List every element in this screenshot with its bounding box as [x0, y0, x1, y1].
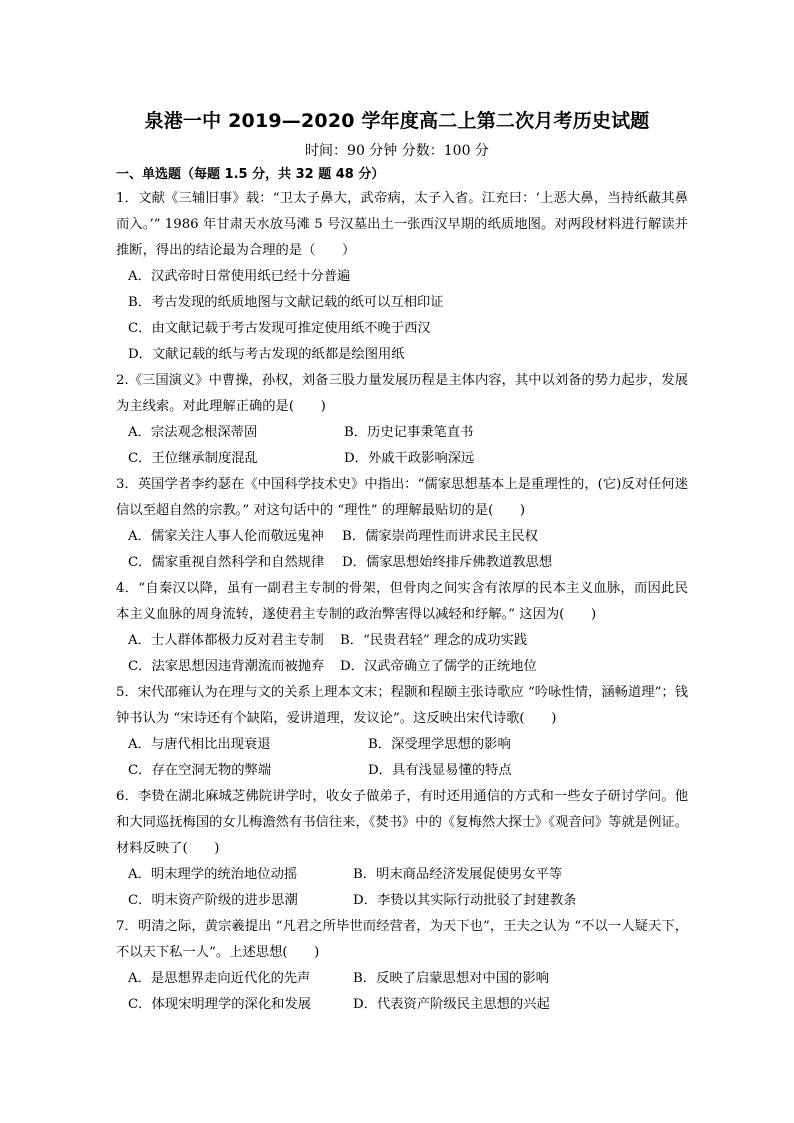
option-row	[116, 550, 688, 576]
exam-time-score: 时间：90 分钟 分数：100 分	[305, 143, 489, 159]
option-c: C．存在空洞无物的弊端	[128, 763, 272, 778]
question-stem: 6．李贽在湖北麻城芝佛院讲学时，收女子做弟子，有时还用通信的方式和一些女子研讨学问。他和大同巡抚梅国的女儿梅澹然有书信往来，《焚书》中的《复梅然大探士》《观音问》等就是例证。材料反映了( )	[116, 789, 688, 856]
option-row	[116, 888, 688, 914]
question-2	[116, 368, 688, 472]
option-c: C．明末资产阶级的进步思潮	[128, 893, 298, 908]
option-b: B．深受理学思想的影响	[368, 737, 511, 752]
option-b: B．考古发现的纸质地图与文献记载的纸可以互相印证	[128, 295, 444, 310]
question-stem: 7．明清之际，黄宗羲提出 “凡君之所毕世而经营者，为天下也”，王夫之认为 “不以一人疑天下，不以天下私一人”。上述思想( )	[116, 919, 688, 960]
option-row	[116, 732, 688, 758]
option-row	[116, 628, 688, 654]
option-c: C．由文献记载于考古发现可推定使用纸不晚于西汉	[128, 321, 431, 336]
question-4	[116, 576, 688, 680]
question-stem: 3．英国学者李约瑟在《中国科学技术史》中指出：“儒家思想基本上是重理性的，(它)反对任何迷信以至超自然的宗教。” 对这句话中的 “理性” 的理解最贴切的是( )	[116, 477, 688, 518]
option-a: A．是思想界走向近代化的先声	[128, 971, 311, 986]
option-d: D．外戚干政影响深远	[344, 451, 475, 466]
exam-title: 泉港一中 2019—2020 学年度高二上第二次月考历史试题	[144, 110, 650, 132]
option-row	[116, 446, 688, 472]
question-stem: 2.《三国演义》中曹操，孙权，刘备三股力量发展历程是主体内容，其中以刘备的势力起步，发展为主线索。对此理解正确的是( )	[116, 373, 688, 414]
option-c: C．王位继承制度混乱	[128, 451, 258, 466]
option-row	[116, 992, 688, 1018]
question-1	[116, 186, 688, 368]
question-3	[116, 472, 688, 576]
option-d: D．李贽以其实际行动批驳了封建教条	[353, 893, 577, 908]
option-row	[116, 524, 688, 550]
option-row	[116, 654, 688, 680]
option-a: A．士人群体都极力反对君主专制	[128, 633, 324, 648]
option-d: D．儒家思想始终排斥佛教道教思想	[342, 555, 553, 570]
option-c: C．儒家重视自然科学和自然规律	[128, 555, 325, 570]
question-stem: 1．文献《三辅旧事》载：“卫太子鼻大，武帝病，太子入省。江充曰：‘上恶大鼻，当持纸蔽其鼻而入。’” 1986 年甘肃天水放马滩 5 号汉墓出土一张西汉早期的纸质地图。对两段材料进行解读并推断，得出的结论最为合理的是（ ）	[116, 191, 688, 258]
option-d: D．文献记载的纸与考古发现的纸都是绘图用纸	[128, 347, 405, 362]
option-row	[116, 420, 688, 446]
option-d: D．汉武帝确立了儒学的正统地位	[340, 659, 537, 674]
option-d: D．代表资产阶级民主思想的兴起	[353, 997, 550, 1012]
question-7	[116, 914, 688, 1018]
option-b: B．历史记事秉笔直书	[344, 425, 474, 440]
option-c: C．法家思想因违背潮流而被抛弃	[128, 659, 325, 674]
question-stem: 5．宋代邵雍认为在理与文的关系上理本文末；程颢和程颐主张诗歌应 “吟咏性情，涵畅道理”；钱钟书认为 “宋诗还有个缺陷，爱讲道理，发议论”。这反映出宋代诗歌( )	[116, 685, 688, 726]
question-list	[116, 186, 688, 1018]
option-c: C．体现宋明理学的深化和发展	[128, 997, 312, 1012]
option-b: B．“民贵君轻” 理念的成功实践	[340, 633, 528, 648]
option-row	[116, 862, 688, 888]
option-a: A．宗法观念根深蒂固	[128, 425, 258, 440]
option-row	[116, 966, 688, 992]
option-a: A．与唐代相比出现衰退	[128, 737, 271, 752]
option-b: B．儒家崇尚理性而讲求民主民权	[342, 529, 538, 544]
option-b: B．明末商品经济发展促使男女平等	[353, 867, 563, 882]
option-a: A．汉武帝时日常使用纸已经十分普遍	[128, 269, 351, 284]
option-a: A．儒家关注人事人伦而敬远鬼神	[128, 529, 324, 544]
option-d: D．具有浅显易懂的特点	[368, 763, 512, 778]
question-stem: 4．“自秦汉以降，虽有一副君主专制的骨架，但骨肉之间实含有浓厚的民本主义血脉，而因此民本主义血脉的周身流转，遂使君主专制的政治弊害得以减轻和纾解。” 这因为( )	[116, 581, 688, 622]
option-b: B．反映了启蒙思想对中国的影响	[353, 971, 549, 986]
option-a: A．明末理学的统治地位动摇	[128, 867, 298, 882]
section-heading: 一、单选题（每题 1.5 分，共 32 题 48 分）	[116, 167, 385, 182]
question-6	[116, 784, 688, 914]
option-row	[116, 758, 688, 784]
question-5	[116, 680, 688, 784]
